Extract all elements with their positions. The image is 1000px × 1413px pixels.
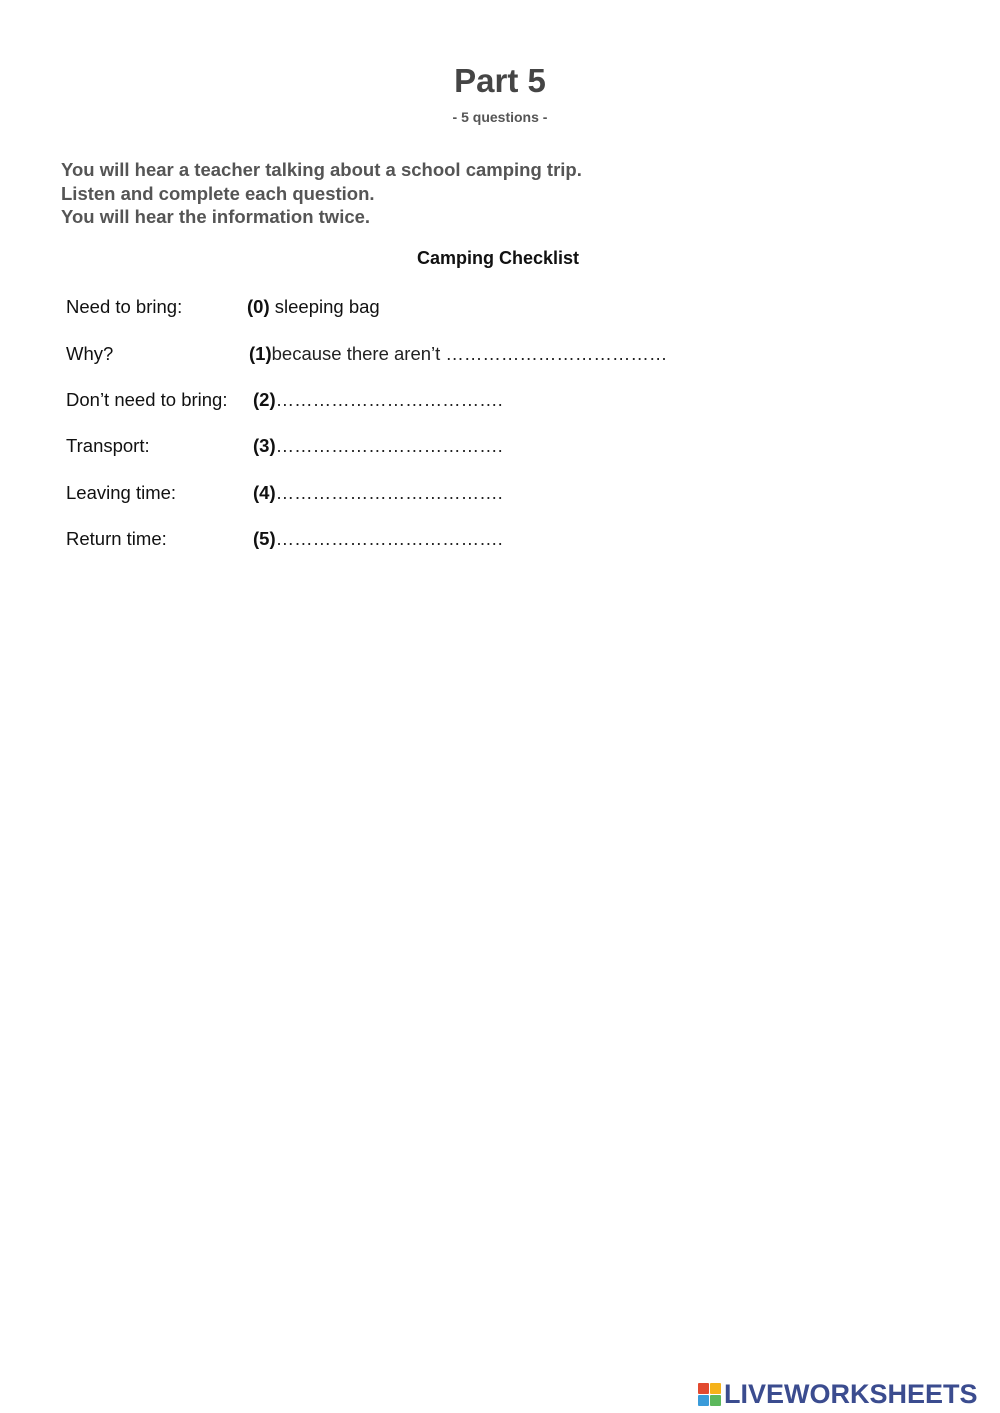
question-number: (5) [253, 528, 276, 549]
logo-mark-icon [698, 1383, 721, 1406]
row-label: Transport: [66, 435, 150, 456]
logo-tile [698, 1395, 709, 1406]
question-number: (0) [247, 296, 270, 317]
row-entry [249, 343, 667, 365]
row-label: Don’t need to bring: [66, 389, 228, 410]
instruction-line: Listen and complete each question. [61, 182, 375, 204]
row-entry [253, 482, 503, 504]
logo-tile [710, 1395, 721, 1406]
question-number: (3) [253, 435, 276, 456]
row-entry [253, 528, 503, 550]
liveworksheets-logo [698, 1378, 978, 1410]
question-number: (4) [253, 482, 276, 503]
answer-field-2[interactable]: ………………………………. [275, 389, 503, 410]
row-label: Why? [66, 343, 114, 364]
row-entry [253, 389, 503, 411]
row-label: Leaving time: [66, 482, 177, 503]
logo-tile [698, 1383, 709, 1394]
page-title: Part 5 [454, 62, 546, 99]
question-number: (2) [253, 389, 276, 410]
instructions [61, 158, 582, 229]
row-label: Need to bring: [66, 296, 183, 317]
answer-field-3[interactable]: ………………………………. [275, 435, 503, 456]
logo-tile [710, 1383, 721, 1394]
row-label: Return time: [66, 528, 167, 549]
instruction-line: You will hear the information twice. [61, 206, 371, 227]
instruction-line: You will hear a teacher talking about a school camping trip. [61, 159, 582, 180]
row-entry [253, 435, 503, 457]
answer-field-5[interactable]: ………………………………. [275, 528, 503, 549]
page-subtitle: - 5 questions - [452, 109, 548, 125]
logo-text: LIVEWORKSHEETS [724, 1378, 978, 1409]
example-answer: sleeping bag [269, 296, 380, 317]
answer-field-4[interactable]: ………………………………. [275, 482, 503, 503]
answer-field-1[interactable]: because there aren’t ……………………………… [271, 343, 668, 364]
checklist-title: Camping Checklist [416, 248, 580, 268]
question-number: (1) [249, 343, 272, 364]
row-entry [247, 296, 380, 318]
